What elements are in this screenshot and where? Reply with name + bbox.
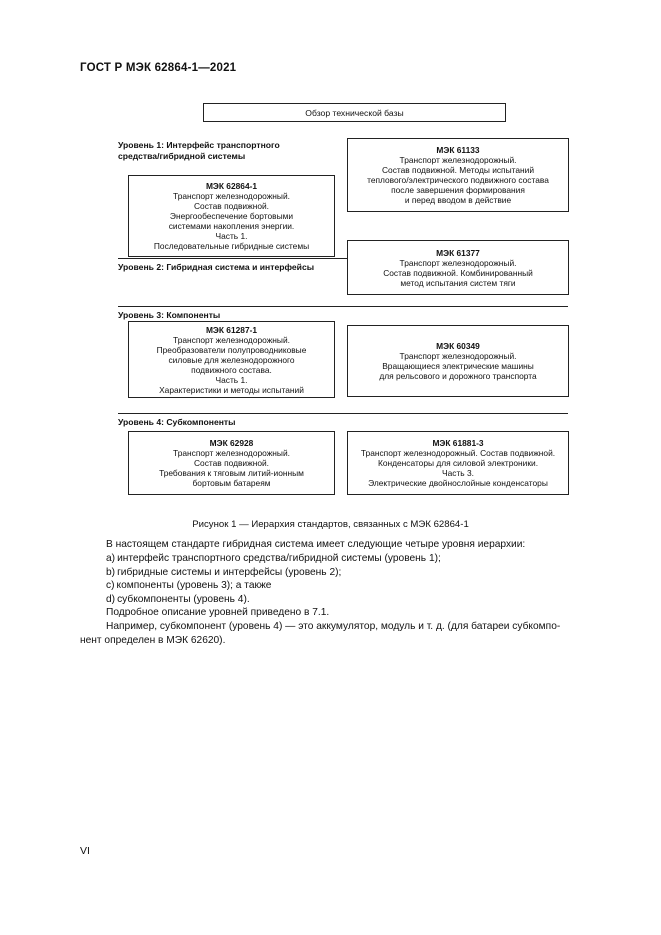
page-number: VI [80,845,90,857]
standard-box-iec-60349: МЭК 60349 Транспорт железнодорожный. Вращающиеся электрические машины для рельсового и дорожного транспорта [347,325,569,397]
standard-box-iec-61287-1: МЭК 61287-1 Транспорт железнодорожный. Преобразователи полупроводниковые силовые для железнодорожного подвижного состава. Часть 1. Характеристики и методы испытаний [128,321,335,398]
level-4-label: Уровень 4: Субкомпоненты [118,417,236,427]
level-separator-4 [118,413,568,414]
details-paragraph: Подробное описание уровней приведено в 7.1. [106,607,330,618]
example-paragraph-line-2: нент определен в МЭК 62620). [80,635,226,646]
standard-box-iec-61377: МЭК 61377 Транспорт железнодорожный. Состав подвижной. Комбинированный метод испытания систем тяги [347,240,569,295]
standard-box-iec-61133: МЭК 61133 Транспорт железнодорожный. Состав подвижной. Методы испытаний теплового/электрического подвижного состава после завершения формирования и перед вводом в действие [347,138,569,212]
document-header: ГОСТ Р МЭК 62864-1—2021 [80,62,237,74]
example-paragraph-line-1: Например, субкомпонент (уровень 4) — это аккумулятор, модуль и т. д. (для батареи субкомпо- [106,621,561,632]
list-item: d) субкомпоненты (уровень 4). [106,593,250,605]
technical-base-title: Обзор технической базы [305,107,404,118]
figure-caption: Рисунок 1 — Иерархия стандартов, связанных с МЭК 62864-1 [192,519,469,530]
level-2-label: Уровень 2: Гибридная система и интерфейсы [118,262,315,272]
list-item: a) интерфейс транспортного средства/гибридной системы (уровень 1); [106,553,441,564]
technical-base-title-box [203,103,506,122]
intro-paragraph: В настоящем стандарте гибридная система имеет следующие четыре уровня иерархии: [106,539,526,550]
level-separator-3 [118,306,568,307]
list-item: b) гибридные системы и интерфейсы (уровень 2); [106,566,342,578]
list-item: c) компоненты (уровень 3); а также [106,580,272,591]
hierarchy-list [106,552,441,606]
standard-box-iec-62928: МЭК 62928 Транспорт железнодорожный. Состав подвижной. Требования к тяговым литий-ионным бортовым батареям [128,431,335,495]
level-3-label: Уровень 3: Компоненты [118,310,221,320]
level-1-label: Уровень 1: Интерфейс транспортного средства/гибридной системы [118,140,280,161]
standard-box-iec-61881-3: МЭК 61881-3 Транспорт железнодорожный. Состав подвижной. Конденсаторы для силовой электроники. Часть 3. Электрические двойнослойные конденсаторы [347,431,569,495]
standard-box-iec-62864-1: МЭК 62864-1 Транспорт железнодорожный. Состав подвижной. Энергообеспечение бортовыми системами накопления энергии. Часть 1. Последовательные гибридные системы [128,175,335,257]
